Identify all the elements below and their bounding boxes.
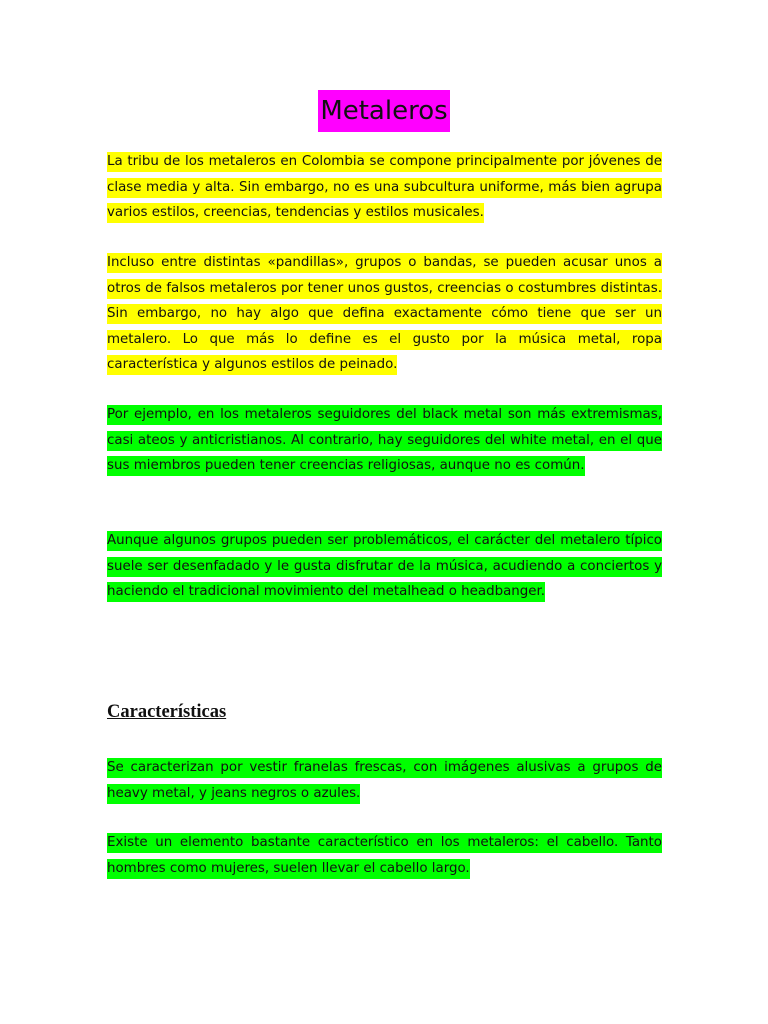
paragraph-caracter [107,528,662,605]
paragraph-text: Se caracterizan por vestir franelas frescas, con imágenes alusivas a grupos de heavy metal, y jeans negros o azules. [107,758,662,804]
paragraph-pandillas [107,250,662,378]
paragraph-text: Aunque algunos grupos pueden ser problemáticos, el carácter del metalero típico suele ser desenfadado y le gusta disfrutar de la música, acudiendo a conciertos y haciendo el tradicional movimiento del metalhead o headbanger. [107,531,662,602]
paragraph-text: Existe un elemento bastante característico en los metaleros: el cabello. Tanto hombres como mujeres, suelen llevar el cabello largo. [107,833,662,879]
document-title: Metaleros [318,90,449,132]
paragraph-text: Incluso entre distintas «pandillas», grupos o bandas, se pueden acusar unos a otros de falsos metaleros por tener unos gustos, creencias o costumbres distintas. Sin embargo, no hay algo que defina exactamente cómo tiene que ser un metalero. Lo que más lo define es el gusto por la música metal, ropa característica y algunos estilos de peinado. [107,253,662,375]
paragraph-text: Por ejemplo, en los metaleros seguidores del black metal son más extremismas, casi ateos y anticristianos. Al contrario, hay seguidores del white metal, en el que sus miembros pueden tener creencias religiosas, aunque no es común. [107,405,662,476]
paragraph-text: La tribu de los metaleros en Colombia se compone principalmente por jóvenes de clase media y alta. Sin embargo, no es una subcultura uniforme, más bien agrupa varios estilos, creencias, tendencias y estilos musicales. [107,152,662,223]
paragraph-black-metal [107,402,662,479]
paragraph-intro [107,149,662,226]
section-heading-caracteristicas: Características [107,702,227,722]
title-container [0,90,768,132]
paragraph-cabello [107,830,662,881]
paragraph-vestimenta [107,755,662,806]
